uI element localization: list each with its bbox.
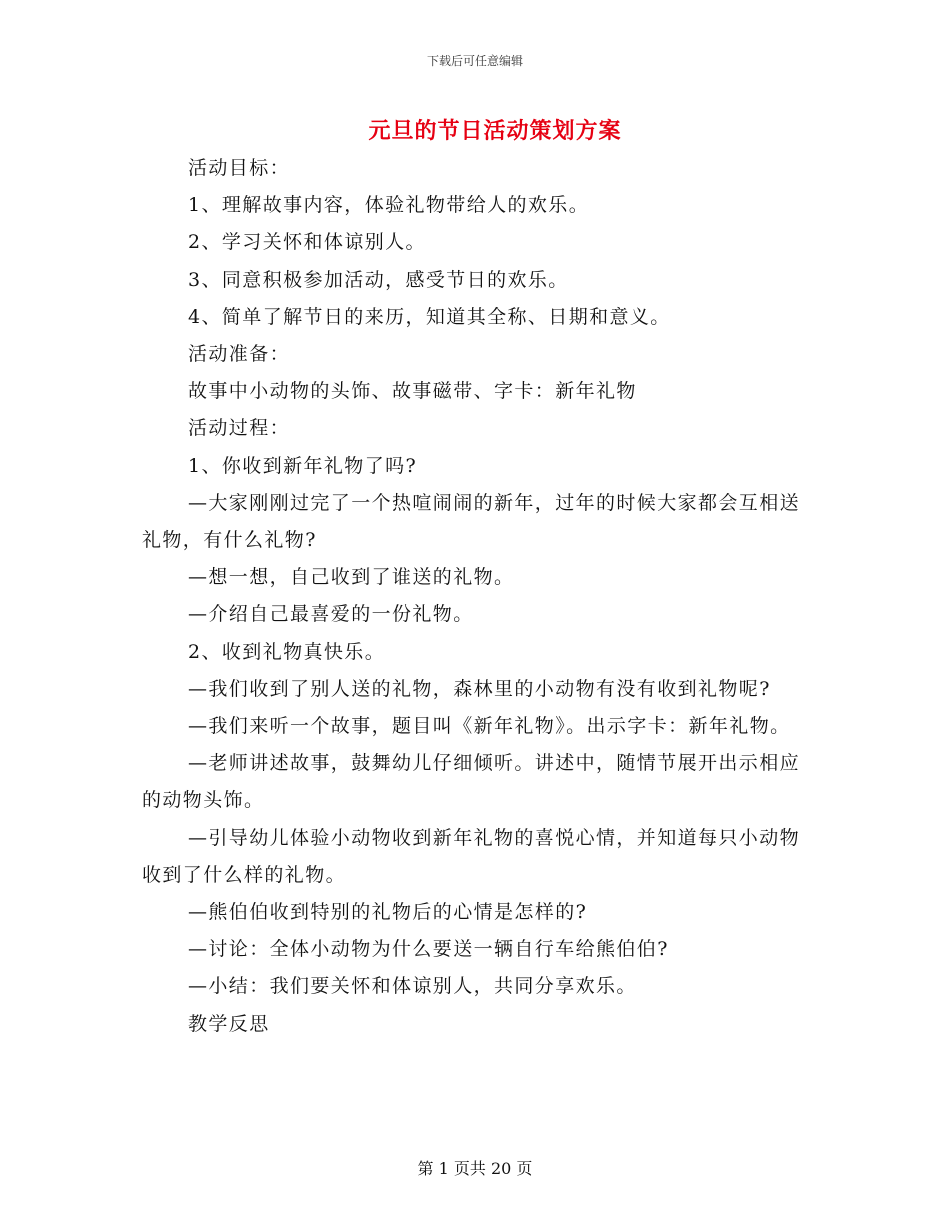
paragraph-step-2-f: —讨论：全体小动物为什么要送一辆自行车给熊伯伯? bbox=[188, 938, 669, 961]
paragraph-goal-3: 3、同意积极参加活动，感受节日的欢乐。 bbox=[188, 268, 569, 291]
paragraph-step-2-b: —我们来听一个故事，题目叫《新年礼物》。出示字卡：新年礼物。 bbox=[188, 715, 791, 738]
paragraph-step-2-c: —老师讲述故事，鼓舞幼儿仔细倾听。讲述中，随情节展开出示相应的动物头饰。 bbox=[142, 752, 801, 812]
paragraph-step-1: 1、你收到新年礼物了吗? bbox=[188, 454, 418, 477]
document-body bbox=[142, 150, 802, 1043]
paragraph-step-2-d: —引导幼儿体验小动物收到新年礼物的喜悦心情，并知道每只小动物收到了什么样的礼物。 bbox=[142, 826, 801, 886]
paragraph-preparation-heading: 活动准备： bbox=[188, 343, 291, 366]
page-footer: 第 1 页共 20 页 bbox=[417, 1159, 533, 1178]
paragraph-step-2: 2、收到礼物真快乐。 bbox=[188, 640, 386, 663]
paragraph-goals-heading: 活动目标： bbox=[188, 157, 291, 179]
paragraph-reflection-heading: 教学反思 bbox=[188, 1012, 270, 1035]
paragraph-step-1-a: —大家刚刚过完了一个热喧闹闹的新年，过年的时候大家都会互相送礼物，有什么礼物? bbox=[142, 491, 801, 552]
paragraph-goal-1: 1、理解故事内容，体验礼物带给人的欢乐。 bbox=[188, 194, 590, 217]
paragraph-step-2-e: —熊伯伯收到特别的礼物后的心情是怎样的? bbox=[188, 901, 588, 924]
paragraph-goal-2: 2、学习关怀和体谅别人。 bbox=[188, 231, 426, 254]
document-title: 元旦的节日活动策划方案 bbox=[368, 118, 622, 144]
paragraph-process-heading: 活动过程： bbox=[188, 417, 291, 440]
paragraph-step-1-b: —想一想，自己收到了谁送的礼物。 bbox=[188, 566, 515, 589]
paragraph-preparation-items: 故事中小动物的头饰、故事磁带、字卡：新年礼物 bbox=[188, 380, 637, 403]
paragraph-goal-4: 4、简单了解节日的来历，知道其全称、日期和意义。 bbox=[188, 305, 671, 328]
paragraph-step-1-c: —介绍自己最喜爱的一份礼物。 bbox=[188, 603, 474, 626]
header-note: 下载后可任意编辑 bbox=[426, 54, 523, 68]
paragraph-step-2-g: —小结：我们要关怀和体谅别人，共同分享欢乐。 bbox=[188, 975, 637, 998]
paragraph-step-2-a: —我们收到了别人送的礼物，森林里的小动物有没有收到礼物呢? bbox=[188, 677, 771, 700]
